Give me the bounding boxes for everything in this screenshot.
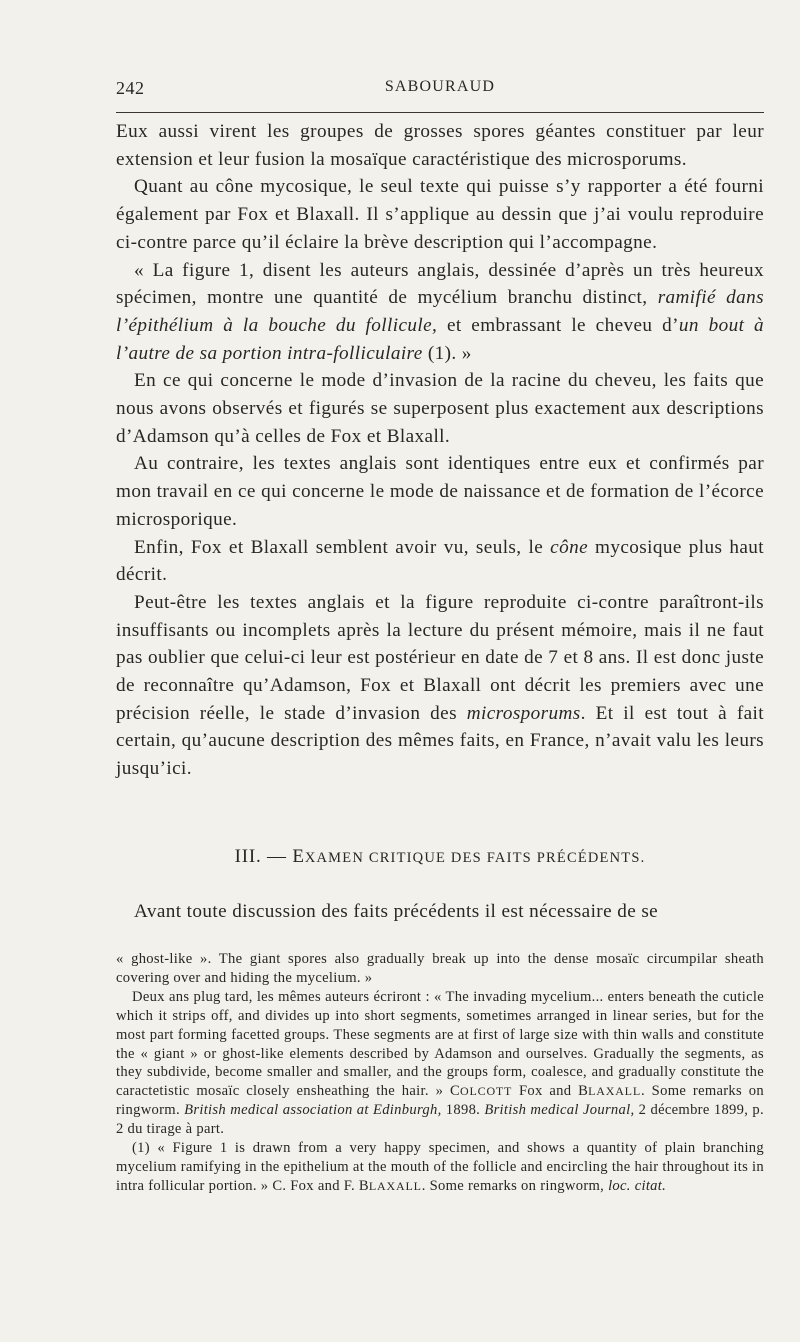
header-rule xyxy=(116,112,764,113)
text-run: Fox and B xyxy=(512,1083,589,1100)
footnote xyxy=(116,988,764,1139)
main-text xyxy=(116,118,764,783)
text-run: . Some remarks on ringworm, xyxy=(421,1177,605,1194)
text-run: Enfin, Fox et Blaxall semblent avoir vu, seuls, le xyxy=(134,536,544,558)
footnote-ref: (1). » xyxy=(427,342,472,364)
running-head: SABOURAUD xyxy=(384,78,496,95)
italic-run: microsporums xyxy=(466,702,581,724)
text-run: mycosique plus haut décrit. xyxy=(116,536,764,586)
text-run: (1) « Figure 1 is drawn from a very happy specimen, and shows a quantity of plain branching mycelium ramifying in the epithelium at the mouth of the follicle and encircling the hair throughout its in intra follicular portion. » C. Fox and F. B xyxy=(116,1140,764,1194)
text-run: . Et il est tout à fait certain, qu’aucune description des mêmes faits, en France, n’avait valu les leurs jusqu’ici. xyxy=(116,702,764,780)
paragraph xyxy=(116,534,764,589)
paragraph: Quant au cône mycosique, le seul texte qui puisse s’y rapporter a été fourni également par Fox et Blaxall. Il s’applique au dessin que j’ai voulu reproduire ci-contre parce qu’il éclaire la brève description qui l’accompagne. xyxy=(116,176,764,253)
section-lead xyxy=(116,898,764,926)
italic-run: British medical association at Edinburgh, xyxy=(184,1102,442,1119)
italic-run: ramifié dans l’épithélium à la bouche du follicule, xyxy=(116,287,764,336)
text-run: « La figure 1, disent les auteurs anglais, dessinée d’après un très heureux spécimen, montre une quantité de mycélium branchu distinct, xyxy=(116,259,764,309)
text-run: . Some remarks on ringworm. xyxy=(116,1083,764,1119)
paragraph: Avant toute discussion des faits précédents il est nécessaire de se xyxy=(134,901,659,922)
italic-run: loc. citat. xyxy=(608,1177,667,1194)
page-header xyxy=(116,78,764,102)
section-numeral: III. — E xyxy=(234,846,305,867)
footnotes xyxy=(116,950,764,1196)
smallcaps-run: LAXALL xyxy=(368,1178,422,1193)
smallcaps-run: LAXALL xyxy=(588,1084,641,1099)
text-run: et embrassant le cheveu d’ xyxy=(446,314,679,336)
paragraph xyxy=(116,589,764,783)
text-run: 2 décembre 1899, p. 2 du tirage à part. xyxy=(116,1102,764,1138)
italic-run: un bout à l’autre de sa portion intra-folliculaire xyxy=(116,314,765,364)
paragraph: Au contraire, les textes anglais sont identiques entre eux et confirmés par mon travail en ce qui concerne le mode de naissance et de formation de l’écorce microsporique. xyxy=(116,453,764,530)
section-title-smallcaps: XAMEN CRITIQUE DES FAITS PRÉCÉDENTS. xyxy=(304,850,646,866)
footnote xyxy=(116,1139,764,1196)
italic-run: cône xyxy=(550,536,588,558)
section-heading xyxy=(116,846,764,868)
footnote: « ghost-like ». The giant spores also gradually break up into the dense mosaïc circumpilar sheath covering over and hiding the mycelium. » xyxy=(116,951,764,986)
text-run: Peut-être les textes anglais et la figure reproduite ci-contre paraîtront-ils insuffisants ou incomplets après la lecture du présent mémoire, mais il ne faut pas oublier que celui-ci leur est postérieur en date de 7 et 8 ans. Il est donc juste de reconnaître qu’Adamson, Fox et Blaxall ont décrit les premiers avec une précision réelle, le stade d’invasion des xyxy=(116,591,764,724)
paragraph-quote xyxy=(116,257,764,368)
paragraph: Eux aussi virent les groupes de grosses spores géantes constituer par leur extension et leur fusion la mosaïque caractéristique des microsporums. xyxy=(116,121,764,170)
italic-run: British medical Journal, xyxy=(484,1102,635,1119)
smallcaps-run: OLCOTT xyxy=(460,1084,513,1099)
paragraph: En ce qui concerne le mode d’invasion de la racine du cheveu, les faits que nous avons observés et figurés se superposent plus exactement aux descriptions d’Adamson qu’à celles de Fox et Blaxall. xyxy=(116,370,764,447)
text-run: Deux ans plug tard, les mêmes auteurs écriront : « The invading mycelium... enters beneath the cuticle which it strips off, and divides up into short segments, sometimes arranged in linear series, but for the most part forming facetted groups. These segments are at first of large size with thin walls and constitute the « giant » or ghost-like elements described by Adamson and ourselves. Gradually the segments, as they subdivide, become smaller and smaller, and the groups form, coalesce, and gradually constitute the caractetistic mosaïc closely ensheathing the hair. » C xyxy=(116,988,764,1100)
text-run: 1898. xyxy=(441,1102,481,1119)
page-number: 242 xyxy=(116,78,145,98)
